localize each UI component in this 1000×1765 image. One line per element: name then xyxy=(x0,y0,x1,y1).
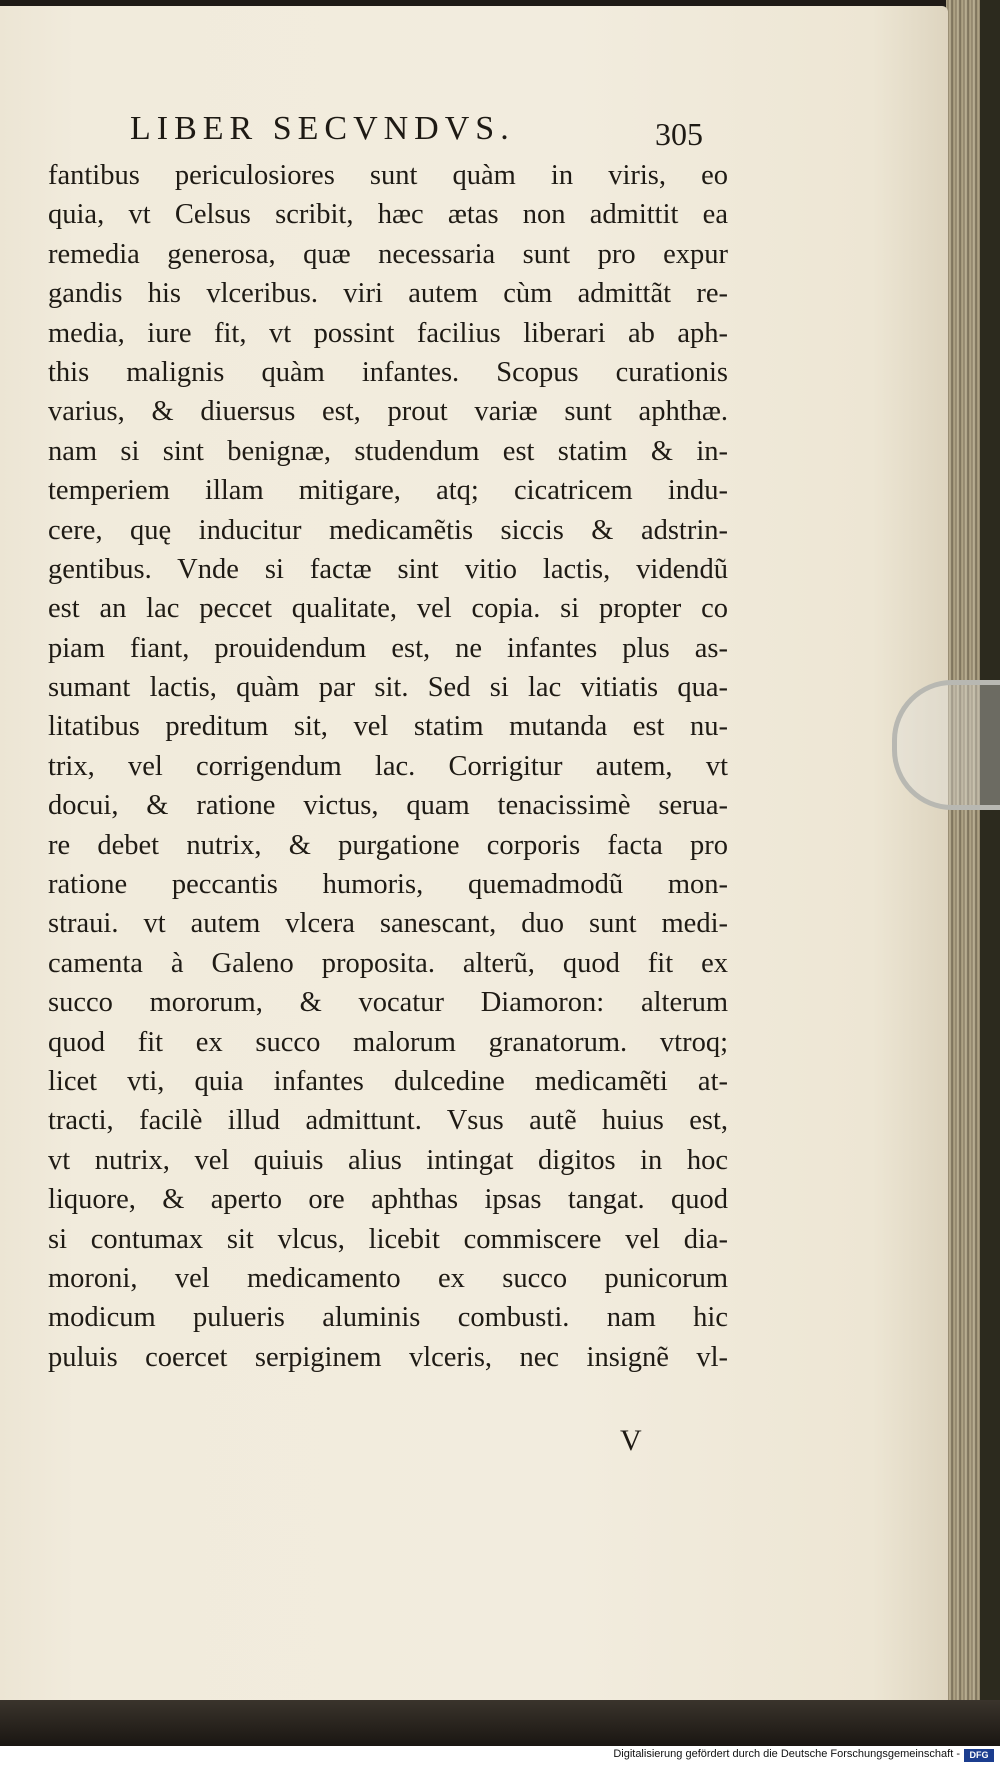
text-line: moroni, vel medicamento ex succo punicorum xyxy=(48,1262,728,1294)
text-line: temperiem illam mitigare, atq; cicatricem indu- xyxy=(48,475,728,507)
dfg-logo: DFG xyxy=(964,1749,994,1762)
book-spine-shadow xyxy=(980,0,1000,1705)
text-line: trix, vel corrigendum lac. Corrigitur autem, vt xyxy=(48,750,728,782)
catchword: V xyxy=(620,1424,642,1457)
text-line: re debet nutrix, & purgatione corporis facta pro xyxy=(48,829,728,861)
text-line: modicum pulueris aluminis combusti. nam hic xyxy=(48,1302,728,1334)
running-head: LIBER SECVNDVS. xyxy=(130,110,515,147)
text-line: camenta à Galeno proposita. alterũ, quod fit ex xyxy=(48,947,728,979)
text-line: quod fit ex succo malorum granatorum. vtroq; xyxy=(48,1026,728,1058)
text-line: cere, quę inducitur medicamẽtis siccis & adstrin- xyxy=(48,514,728,546)
text-line: docui, & ratione victus, quam tenacissimè serua- xyxy=(48,790,728,822)
text-line: this malignis quàm infantes. Scopus curationis xyxy=(48,356,728,388)
text-line: puluis coercet serpiginem vlceris, nec insignẽ vl- xyxy=(48,1341,728,1373)
text-line: fantibus periculosiores sunt quàm in viris, eo xyxy=(48,160,728,191)
text-line: gandis his vlceribus. viri autem cùm admittãt re- xyxy=(48,278,728,310)
text-line: liquore, & aperto ore aphthas ipsas tangat. quod xyxy=(48,1184,728,1216)
body-text xyxy=(48,156,728,1377)
text-line: varius, & diuersus est, prout variæ sunt aphthæ. xyxy=(48,396,728,428)
text-line: media, iure fit, vt possint facilius liberari ab aph- xyxy=(48,317,728,349)
text-line: litatibus preditum sit, vel statim mutanda est nu- xyxy=(48,711,728,743)
text-line: straui. vt autem vlcera sanescant, duo sunt medi- xyxy=(48,908,728,940)
text-line: licet vti, quia infantes dulcedine medicamẽti at- xyxy=(48,1065,728,1097)
page-clip xyxy=(892,680,1000,810)
text-line: piam fiant, prouidendum est, ne infantes plus as- xyxy=(48,632,728,664)
text-line: nam si sint benignæ, studendum est statim & in- xyxy=(48,435,728,467)
text-line: vt nutrix, vel quiuis alius intingat digitos in hoc xyxy=(48,1144,728,1176)
text-line: quia, vt Celsus scribit, hæc ætas non admittit ea xyxy=(48,199,728,231)
text-line: ratione peccantis humoris, quemadmodũ mon- xyxy=(48,869,728,901)
text-line: tracti, facilè illud admittunt. Vsus autẽ huius est, xyxy=(48,1105,728,1137)
text-line: sumant lactis, quàm par sit. Sed si lac vitiatis qua- xyxy=(48,672,728,704)
scan-bottom-border xyxy=(0,1700,1000,1746)
footer-credit: Digitalisierung gefördert durch die Deutsche Forschungsgemeinschaft - xyxy=(613,1748,960,1760)
text-line: gentibus. Vnde si factæ sint vitio lactis, videndũ xyxy=(48,553,728,585)
text-line: si contumax sit vlcus, licebit commiscere vel dia- xyxy=(48,1223,728,1255)
text-line: succo mororum, & vocatur Diamoron: alterum xyxy=(48,987,728,1019)
page-number: 305 xyxy=(655,116,703,152)
book-page xyxy=(0,6,948,1701)
text-line: remedia generosa, quæ necessaria sunt pro expur xyxy=(48,238,728,270)
text-line: est an lac peccet qualitate, vel copia. si propter co xyxy=(48,593,728,625)
footer-bar xyxy=(0,1746,1000,1765)
